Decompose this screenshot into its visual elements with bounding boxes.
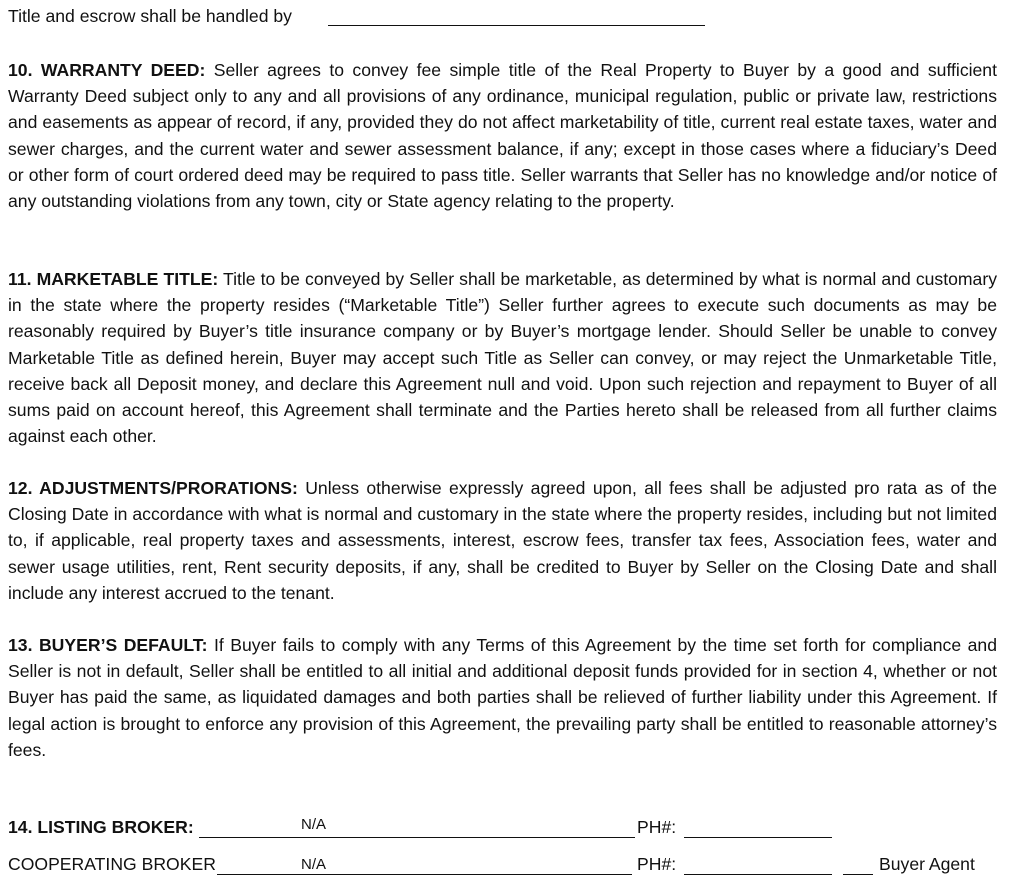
section-heading: 12. ADJUSTMENTS/PRORATIONS: (8, 478, 298, 498)
cooperating-broker-phone-field[interactable] (684, 874, 832, 875)
section-body: Title to be conveyed by Seller shall be marketable, as determined by what is normal and customary in the state where the property resides (“Marketable Title”) Seller further agrees to execute such documents as may be reasonably required by Buyer’s title insurance company or by Buyer’s mortgage lender. Should Seller be unable to convey Marketable Title as defined herein, Buyer may accept such Title as Seller can convey, or may reject the Unmarketable Title, receive back all Deposit money, and declare this Agreement null and void. Upon such rejection and repayment to Buyer of all sums paid on account hereof, this Agreement shall terminate and the Parties hereto shall be released from all further claims against each other. (8, 269, 997, 447)
cooperating-broker-value: N/A (301, 856, 327, 873)
buyer-agent-checkbox-line[interactable] (843, 874, 873, 875)
title-escrow-field[interactable] (328, 25, 705, 26)
listing-broker-field[interactable] (199, 837, 635, 838)
section-body: Seller agrees to convey fee simple title of the Real Property to Buyer by a good and sufficient Warranty Deed subject only to any and all provisions of any ordinance, municipal regulation, public or private law, restrictions and easements as appear of record, if any, provided they do not affect marketability of title, current real estate taxes, water and sewer charges, and the current water and sewer assessment balance, if any; except in those cases where a fiduciary’s Deed or other form of court ordered deed may be required to pass title. Seller warrants that Seller has no knowledge and/or notice of any outstanding violations from any town, city or State agency relating to the property. (8, 60, 997, 212)
section-13-buyers-default (8, 632, 997, 763)
section-heading: 10. WARRANTY DEED: (8, 60, 206, 80)
section-12-adjustments-prorations (8, 475, 997, 606)
listing-broker-label: 14. LISTING BROKER: (8, 817, 194, 837)
title-escrow-label: Title and escrow shall be handled by (8, 6, 292, 26)
section-11-marketable-title (8, 266, 997, 449)
cooperating-broker-label: COOPERATING BROKER (8, 854, 216, 874)
listing-broker-phone-field[interactable] (684, 837, 832, 838)
listing-broker-value: N/A (301, 816, 327, 833)
section-10-warranty-deed (8, 57, 997, 214)
cooperating-broker-field[interactable] (217, 874, 632, 875)
section-heading: 13. BUYER’S DEFAULT: (8, 635, 208, 655)
section-heading: 11. MARKETABLE TITLE: (8, 269, 219, 289)
section-body: Unless otherwise expressly agreed upon, all fees shall be adjusted pro rata as of the Closing Date in accordance with what is normal and customary in the state where the property resides, including but not limited to, if applicable, real property taxes and assessments, interest, escrow fees, transfer tax fees, Association fees, water and sewer usage utilities, rent, Rent security deposits, if any, shall be credited to Buyer by Seller on the Closing Date and shall include any interest accrued to the tenant. (8, 478, 997, 603)
cooperating-broker-phone-label: PH#: (637, 854, 677, 874)
section-body: If Buyer fails to comply with any Terms of this Agreement by the time set forth for compliance and Seller is not in default, Seller shall be entitled to all initial and additional deposit funds provided for in section 4, whether or not Buyer has paid the same, as liquidated damages and both parties shall be relieved of further liability under this Agreement. If legal action is brought to enforce any provision of this Agreement, the prevailing party shall be entitled to reasonable attorney’s fees. (8, 635, 997, 760)
buyer-agent-label: Buyer Agent (879, 854, 975, 874)
listing-broker-phone-label: PH#: (637, 817, 677, 837)
